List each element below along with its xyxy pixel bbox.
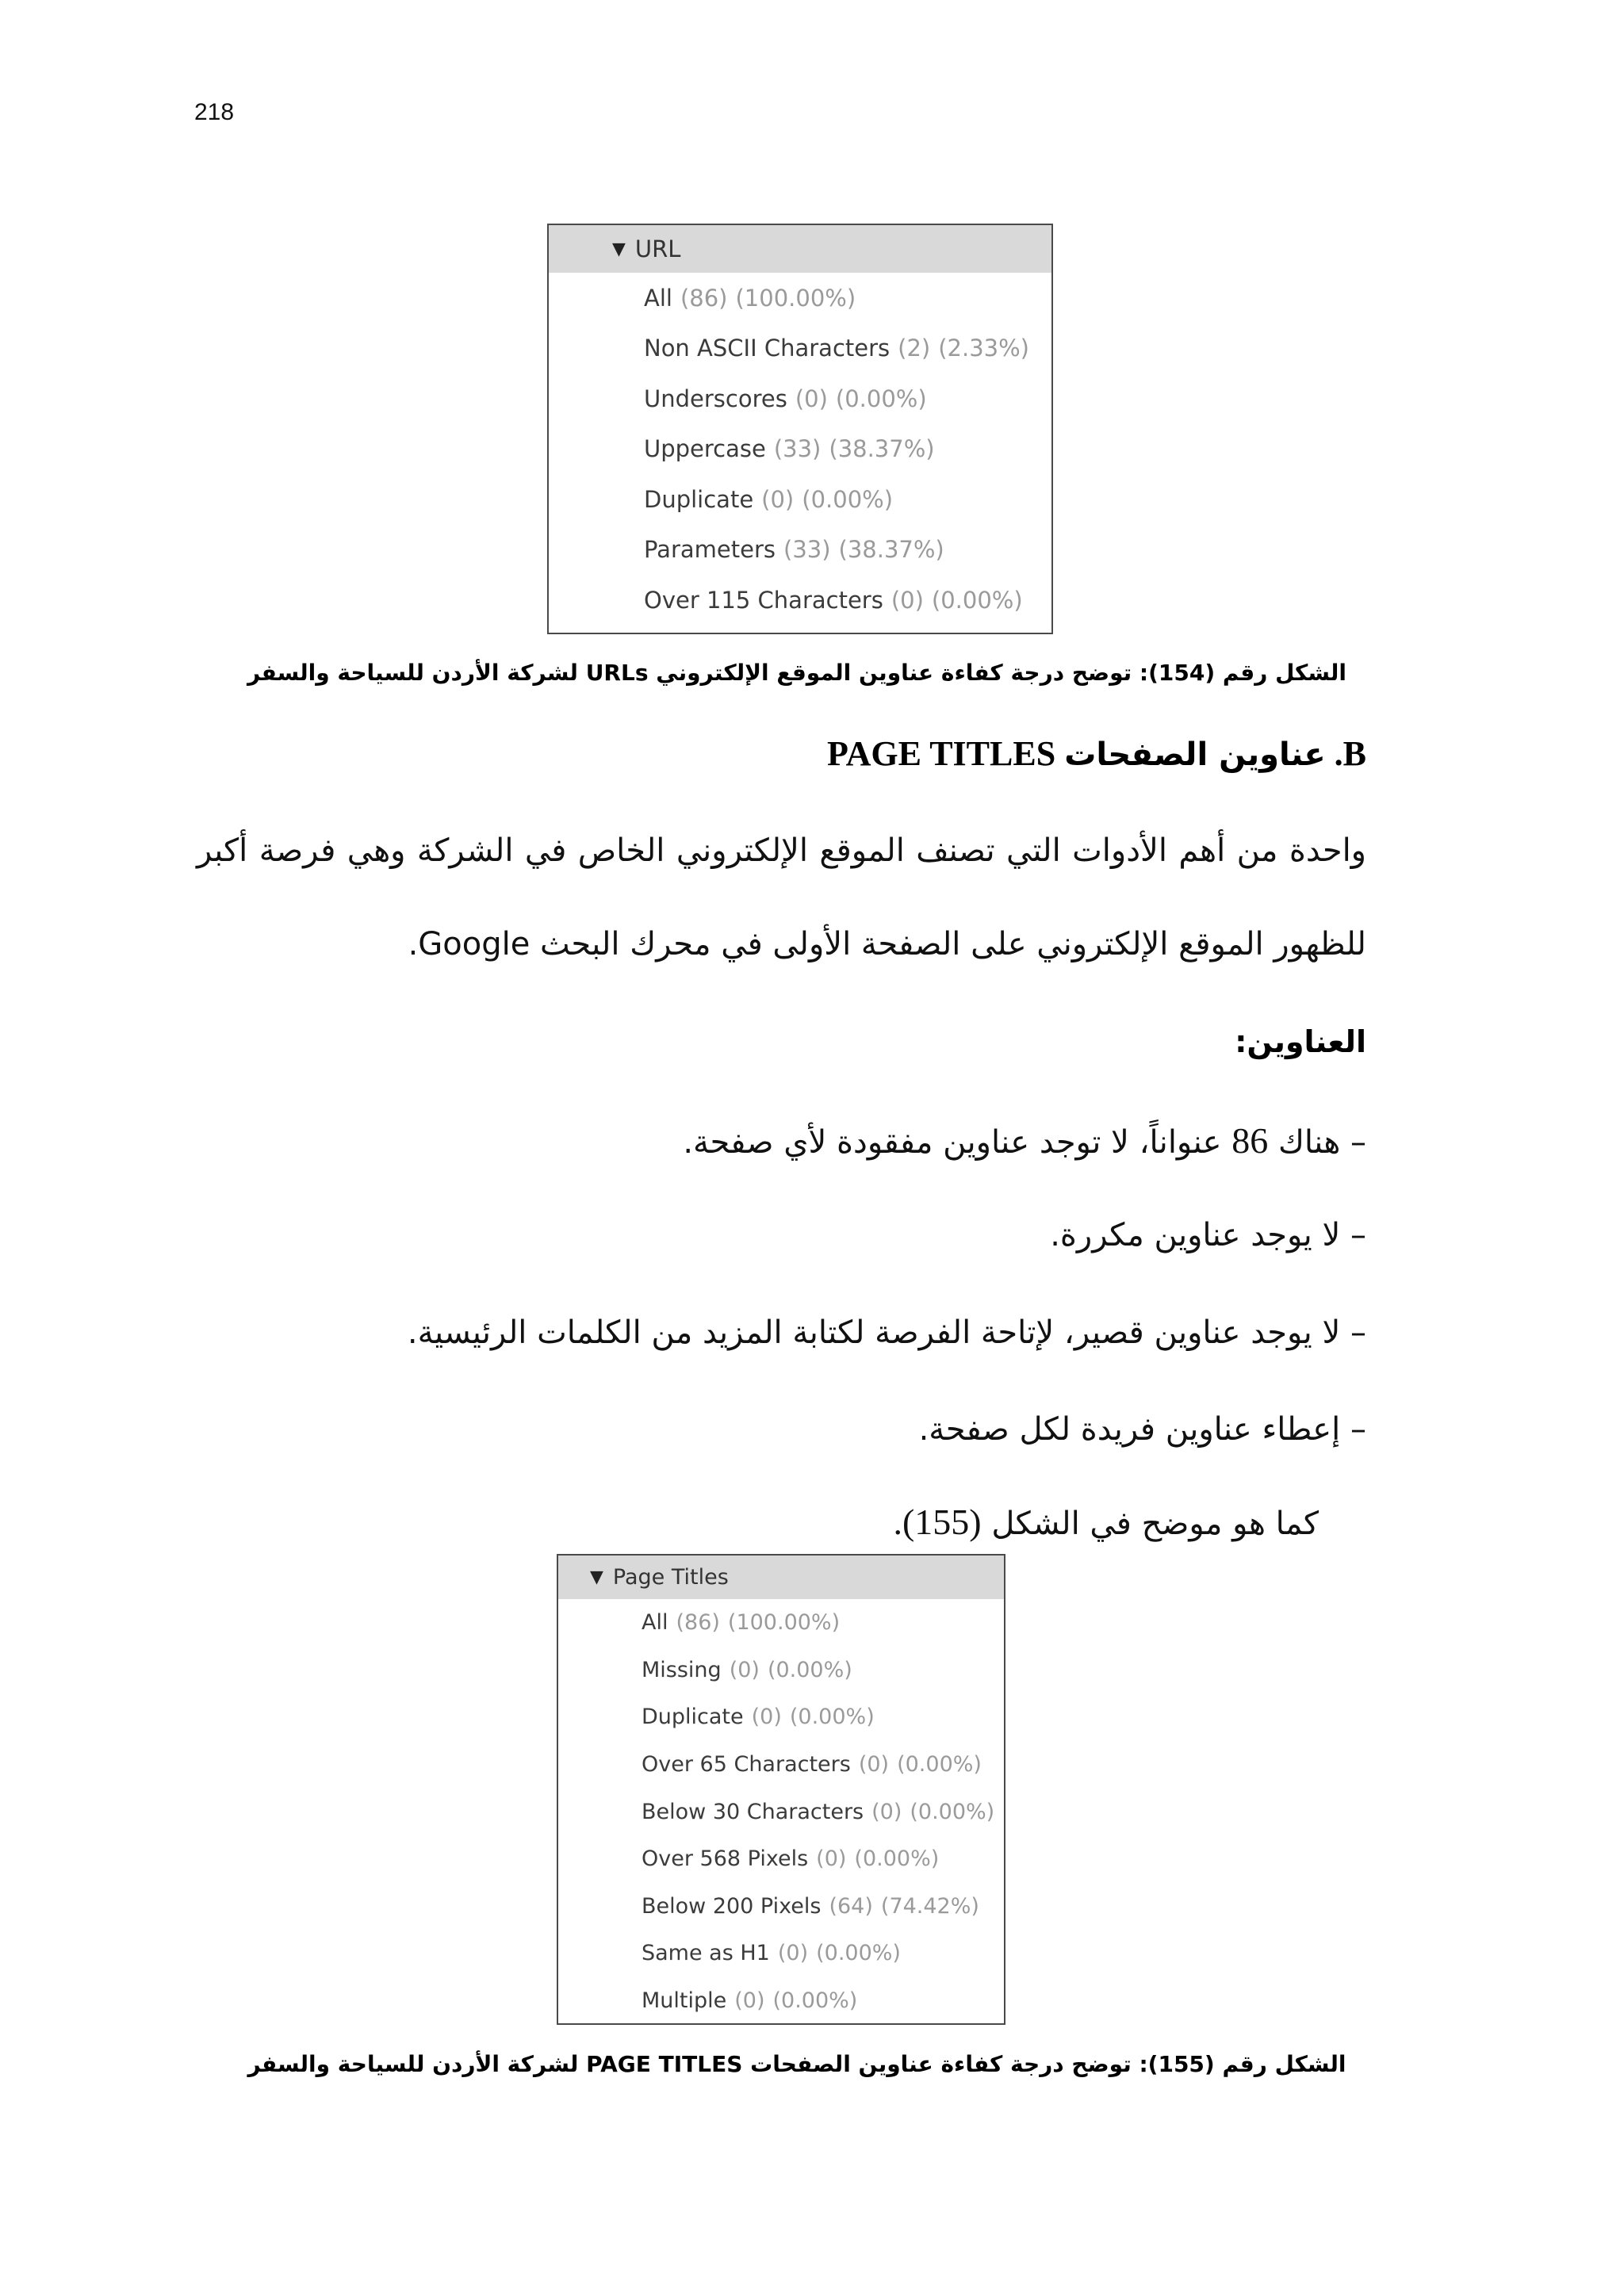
item-count: (33) [783,536,831,564]
item-count: (86) [676,1610,720,1636]
item-count: (2) [898,335,931,362]
item-label: Uppercase [644,435,766,463]
figure-154-caption: الشكل رقم (154): توضح درجة كفاءة عناوين الموقع الإلكتروني URLs لشركة الأردن للسياحة والسفر [247,660,1346,686]
titles-item-missing[interactable] [558,1647,1004,1694]
item-label: Duplicate [642,1705,744,1730]
section-b-heading [827,733,1366,774]
item-count: (0) [816,1846,847,1872]
titles-item-multiple[interactable] [558,1977,1004,2025]
item-label: Multiple [642,1988,727,2014]
url-panel-title: URL [634,235,681,262]
url-item-all[interactable] [549,273,1051,323]
item-label: Over 65 Characters [642,1752,851,1777]
item-percent: (0.00%) [897,1752,982,1777]
page-number: 218 [194,99,235,125]
bullet-item: – لا يوجد عناوين قصير، لإتاحة الفرصة لكتابة المزيد من الكلمات الرئيسية. [407,1314,1366,1351]
item-label: Missing [642,1657,722,1682]
titles-item-all[interactable] [558,1599,1004,1647]
item-label: Over 568 Pixels [642,1846,809,1872]
item-label: Parameters [644,536,776,564]
titles-panel-header[interactable] [558,1556,1004,1599]
url-filter-panel [547,224,1053,634]
paragraph-line-2: للظهور الموقع الإلكتروني على الصفحة الأولى في محرك البحث Google. [408,926,1366,962]
item-percent: (2.33%) [938,335,1029,362]
item-count: (0) [871,1799,902,1824]
item-percent: (0.00%) [910,1799,995,1824]
titles-item-duplicate[interactable] [558,1693,1004,1741]
subheading-titles: العناوين: [1235,1024,1366,1059]
item-label: Same as H1 [642,1941,770,1966]
figure-ref-text: كما هو موضح في الشكل [981,1506,1319,1542]
paragraph-line-1: واحدة من أهم الأدوات التي تصنف الموقع الإلكتروني الخاص في الشركة وهي فرصة أكبر [197,832,1366,869]
titles-item-below-30[interactable] [558,1788,1004,1835]
item-label: Over 115 Characters [644,586,883,614]
url-item-non-ascii[interactable] [549,323,1051,374]
bullet-item: – لا يوجد عناوين مكررة. [1050,1217,1366,1253]
item-percent: (0.00%) [816,1941,901,1966]
figure-ref-number: (155). [893,1502,982,1542]
item-label: Below 30 Characters [642,1799,864,1824]
item-label: Underscores [644,385,787,412]
page-titles-filter-panel [557,1554,1005,2025]
item-count: (86) [680,284,728,312]
bullet-text: عنواناً، لا توجد عناوين مفقودة لأي صفحة. [683,1124,1232,1161]
item-count: (0) [751,1705,782,1730]
url-item-parameters[interactable] [549,525,1051,576]
titles-item-below-200-px[interactable] [558,1883,1004,1931]
collapse-triangle-icon[interactable]: ▼ [612,239,626,259]
url-panel-header[interactable] [549,225,1051,273]
item-count: (0) [795,385,828,412]
section-title-ar: عناوين الصفحات [1064,737,1326,773]
item-count: (0) [858,1752,890,1777]
titles-item-over-65[interactable] [558,1741,1004,1789]
item-percent: (0.00%) [854,1846,940,1872]
url-item-over-115[interactable] [549,575,1051,626]
url-item-uppercase[interactable] [549,424,1051,475]
item-count: (33) [773,435,822,463]
item-label: All [644,284,672,312]
item-percent: (100.00%) [727,1610,841,1636]
figure-155-caption: الشكل رقم (155): توضح درجة كفاءة عناوين الصفحات PAGE TITLES لشركة الأردن للسياحة والسفر [247,2051,1346,2077]
item-label: Duplicate [644,485,754,513]
bullet-item [683,1119,1366,1161]
item-label: All [642,1610,668,1636]
section-title-en: PAGE TITLES [827,734,1056,773]
item-label: Non ASCII Characters [644,335,891,362]
item-percent: (0.00%) [835,385,927,412]
titles-item-same-as-h1[interactable] [558,1930,1004,1977]
item-count: (0) [761,485,795,513]
figure-reference [893,1501,1319,1543]
item-percent: (0.00%) [767,1657,852,1682]
item-count: (0) [891,586,924,614]
url-item-underscores[interactable] [549,373,1051,424]
titles-panel-title: Page Titles [612,1565,729,1590]
item-percent: (0.00%) [931,586,1023,614]
item-percent: (100.00%) [735,284,856,312]
bullet-item: – إعطاء عناوين فريدة لكل صفحة. [918,1411,1366,1448]
item-percent: (0.00%) [772,1988,858,2014]
bullet-text: – هناك [1268,1124,1366,1161]
item-percent: (38.37%) [838,536,944,564]
item-percent: (38.37%) [829,435,935,463]
section-marker: B. [1334,734,1366,773]
item-count: (0) [734,1988,765,2014]
url-item-duplicate[interactable] [549,474,1051,525]
item-count: (0) [777,1941,809,1966]
item-count: (64) [829,1893,873,1919]
item-percent: (0.00%) [802,485,894,513]
item-label: Below 200 Pixels [642,1893,822,1919]
collapse-triangle-icon[interactable]: ▼ [590,1567,603,1587]
bullet-number: 86 [1231,1120,1269,1161]
item-percent: (74.42%) [880,1893,979,1919]
titles-item-over-568-px[interactable] [558,1835,1004,1883]
item-percent: (0.00%) [789,1705,875,1730]
item-count: (0) [729,1657,760,1682]
